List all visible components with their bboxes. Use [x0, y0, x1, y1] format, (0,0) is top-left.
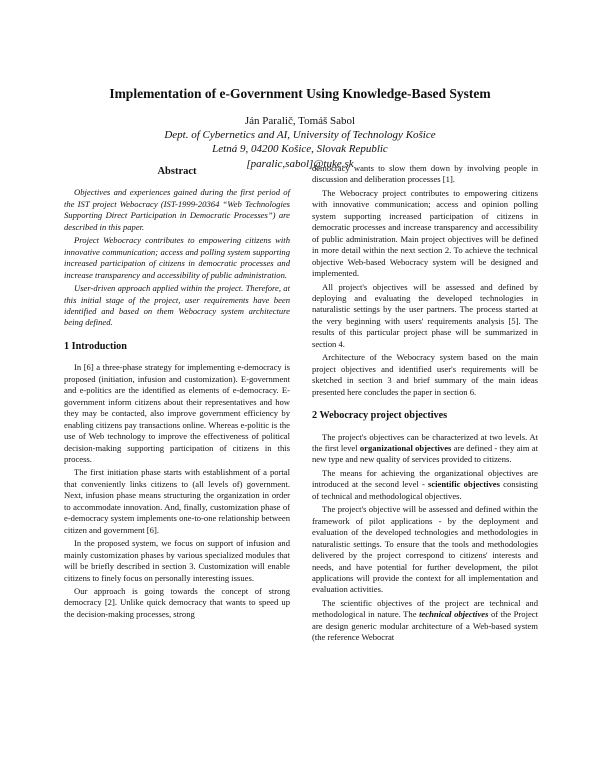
body-paragraph: All project's objectives will be assessed and defined by deploying and evaluating the developed technologies in naturalistic settings by the user partners. The process started at the very beginning with users' requirements analysis [5]. The results of this particular project phase will be summarized in section 4.	[312, 281, 538, 349]
left-column	[64, 166, 290, 622]
body-paragraph: Our approach is going towards the concept of strong democracy [2]. Unlike quick democracy that wants to speed up the decision-making processes, strong	[64, 585, 290, 619]
author-affiliation: Dept. of Cybernetics and AI, University of Technology Košice	[164, 129, 436, 142]
abstract-paragraph: Project Webocracy contributes to empowering citizens with innovative communication; access and polling system supporting increased participation of citizens in democratic processes and increase transparency and accessibility of public administration.	[64, 235, 290, 280]
body-paragraph: The Webocracy project contributes to empowering citizens with innovative communication; access and opinion polling system supporting increased participation of citizens in democratic processes and increase transparency and accessibility of public administration. Main project objectives will be defined in more detail within the next section 2. To achieve the technical objective Web-based Webocracy system will be designed and implemented.	[312, 187, 538, 279]
abstract-heading: Abstract	[157, 166, 197, 177]
body-paragraph: In [6] a three-phase strategy for implementing e-democracy is proposed (initiation, infusion and customization). E-government and e-politics are the identified as elements of e-democracy. E-government inform citizens about their representatives and how they may be contacted, also improve government efficiency by enabling citizens pay transactions online. Whereas e-politic is the use of Web technology to improve the effectiveness of political decision-making supporting participation of citizens in this process.	[64, 362, 290, 464]
section-heading-introduction: 1 Introduction	[64, 340, 127, 352]
text-run: of the Project are design generic modular architecture of a Web-based system (the reference Webocrat	[312, 609, 538, 643]
text-run: consisting of technical and methodological objectives.	[312, 479, 538, 501]
body-paragraph: The first initiation phase starts with establishment of a portal that conveniently links citizens to (all levels of) government. Next, infusion phase means structuring the organization in order to accommodate innovation. And, finally, customization phase of e-democracy system implements one-to-one relationship between citizen and government [6].	[64, 467, 290, 535]
body-paragraph	[312, 598, 538, 644]
paper-title: Implementation of e-Government Using Knowledge-Based System	[109, 86, 491, 101]
author-address: Letná 9, 04200 Košice, Slovak Republic	[212, 143, 388, 156]
text-run: The scientific objectives of the project are technical and methodological in nature. The	[312, 597, 538, 620]
body-paragraph	[312, 432, 538, 466]
text-run: The means for achieving the organizational objectives are introduced at the second level -	[312, 467, 538, 490]
text-run: The project's objectives can be characterized at two levels. At the first level	[312, 431, 538, 453]
body-paragraph: In the proposed system, we focus on support of infusion and mainly customization phases by various specialized modules that will be briefly described in section 3. Customization will enable citizens to finely focus on personally interesting issues.	[64, 538, 290, 583]
body-paragraph: Architecture of the Webocracy system based on the main project objectives and identified user's requirements will be sketched in section 3 and brief summary of the main ideas presented here concludes the paper in section 6.	[312, 352, 538, 397]
section-heading-objectives: 2 Webocracy project objectives	[312, 410, 448, 422]
keyword-organizational-objectives: organizational objectives	[359, 442, 452, 453]
author-names: Ján Paralič, Tomáš Sabol	[244, 115, 356, 127]
text-run: are defined - they aim at new type and new quality of services provided to citizens.	[312, 442, 538, 465]
abstract-paragraph: Objectives and experiences gained during the first period of the IST project Webocracy (IST-1999-20364 “Web Technologies Supporting Direct Participation in Democratic Processes”) are described in this paper.	[64, 187, 290, 232]
keyword-technical-objectives: technical objectives	[419, 609, 489, 620]
author-email: [paralic,sabol]@tuke.sk	[246, 157, 354, 170]
keyword-scientific-objectives: scientific objectives	[428, 479, 500, 490]
body-paragraph: democracy wants to slow them down by involving people in discussion and deliberation processes [1].	[312, 163, 538, 185]
right-column	[312, 163, 538, 646]
body-paragraph	[312, 468, 538, 502]
abstract-paragraph: User-driven approach applied within the project. Therefore, at this initial stage of the project, user requirements have been identified and based on them Webocracy system architecture being defined.	[64, 283, 290, 328]
body-paragraph: The project's objective will be assessed and defined within the framework of pilot applications - by the deployment and evaluation of the developed technologies and methodologies in naturalistic settings. To ensure that the tools and methodologies delivered by the project correspond to citizens' interests and needs, and have potential for further development, the pilot applications will provide the context for all implementation and evaluation activities.	[312, 504, 538, 595]
abstract-section	[64, 166, 290, 329]
